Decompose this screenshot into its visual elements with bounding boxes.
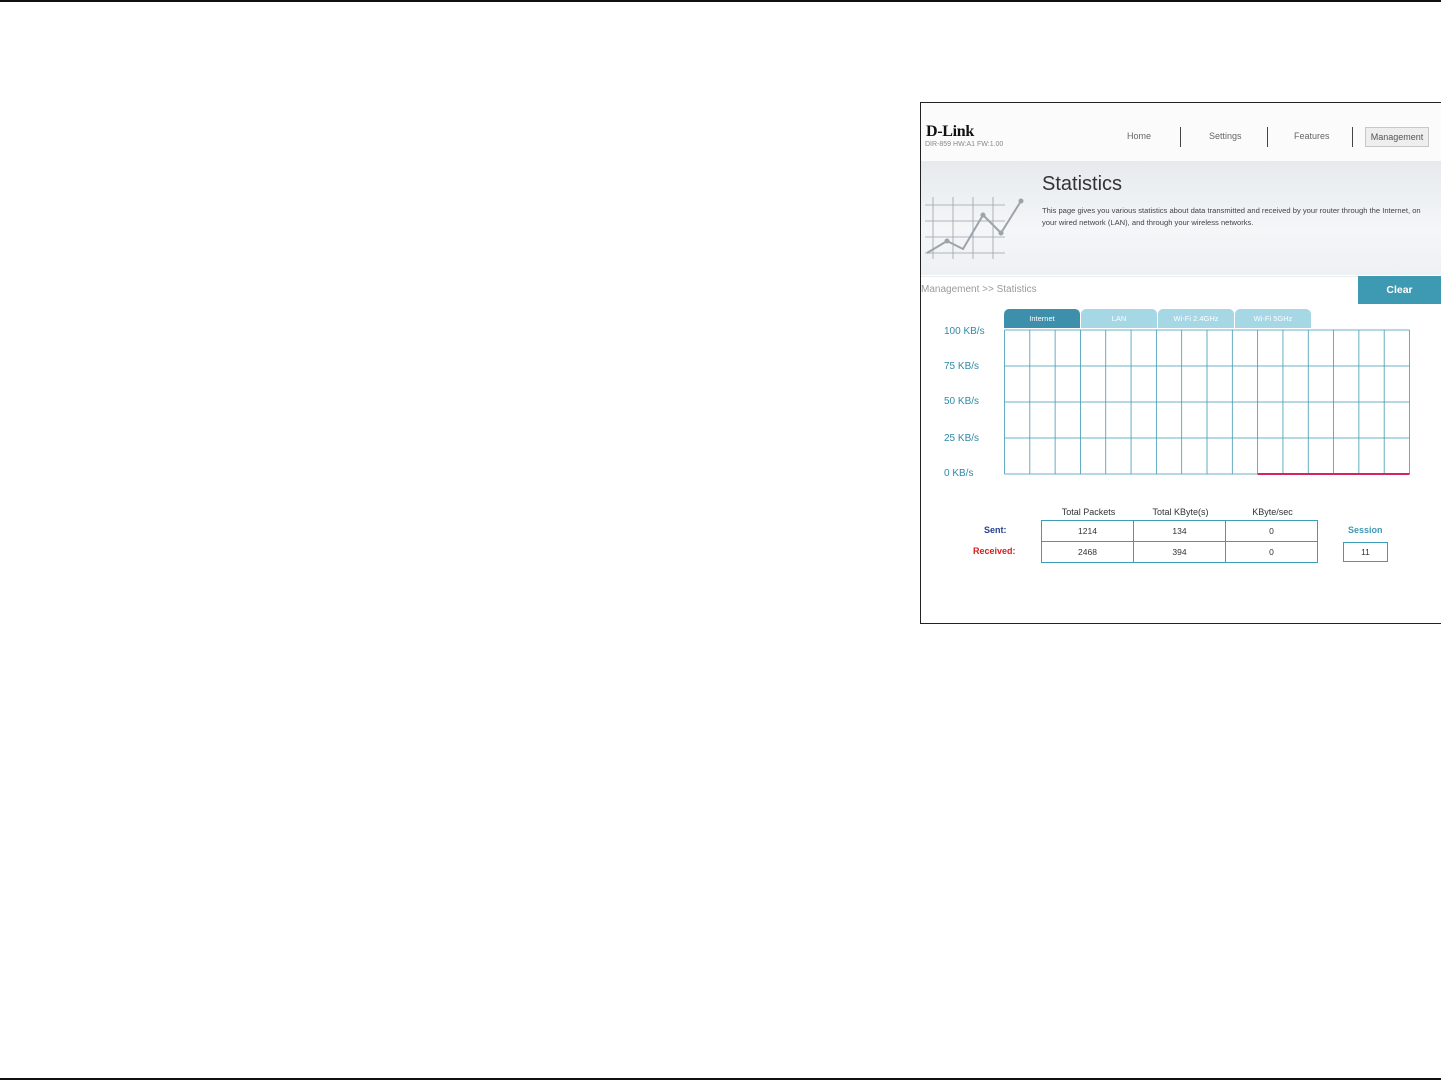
page-top-rule <box>0 0 1441 2</box>
session-count: 11 <box>1343 542 1388 562</box>
received-total-kbytes: 394 <box>1134 542 1226 563</box>
page-bottom-rule <box>0 1078 1441 1080</box>
header-kbyte-sec: KByte/sec <box>1252 507 1293 517</box>
nav-management[interactable]: Management <box>1365 127 1429 147</box>
statistics-graph-icon <box>925 193 1029 259</box>
y-tick-label: 25 KB/s <box>944 433 980 444</box>
sent-total-kbytes: 134 <box>1134 521 1226 542</box>
nav-features[interactable]: Features <box>1294 131 1330 141</box>
page-description: This page gives you various statistics about data transmitted and received by your router through the Internet, on your wired network (LAN), and through your wireless networks. <box>1042 206 1421 227</box>
received-total-packets: 2468 <box>1042 542 1134 563</box>
traffic-chart <box>1004 328 1410 476</box>
y-tick-label: 100 KB/s <box>944 326 985 337</box>
nav-home[interactable]: Home <box>1127 131 1152 141</box>
nav-divider <box>1352 127 1353 147</box>
model-info: DIR-859 HW:A1 FW:1.00 <box>925 141 1004 148</box>
header-total-kbytes: Total KByte(s) <box>1152 507 1209 517</box>
sent-total-packets: 1214 <box>1042 521 1134 542</box>
y-tick-label: 75 KB/s <box>944 361 980 372</box>
tab-lan[interactable]: LAN <box>1081 309 1157 328</box>
y-tick-label: 0 KB/s <box>944 468 974 479</box>
table-row <box>1042 521 1318 542</box>
sent-kbyte-sec: 0 <box>1226 521 1318 542</box>
tab-wifi-24ghz[interactable]: Wi-Fi 2.4GHz <box>1158 309 1234 328</box>
tab-internet[interactable]: Internet <box>1004 309 1080 328</box>
nav-settings[interactable]: Settings <box>1209 131 1242 141</box>
session-label: Session <box>1348 525 1383 535</box>
router-statistics-window <box>920 102 1441 624</box>
received-label: Received: <box>973 546 1016 556</box>
received-kbyte-sec: 0 <box>1226 542 1318 563</box>
clear-button[interactable]: Clear <box>1358 276 1441 304</box>
page-title: Statistics <box>1042 173 1123 195</box>
dlink-logo: D-Link <box>926 123 974 140</box>
sent-label: Sent: <box>984 525 1007 535</box>
tab-wifi-5ghz[interactable]: Wi-Fi 5GHz <box>1235 309 1311 328</box>
y-tick-label: 50 KB/s <box>944 396 980 407</box>
page-banner <box>921 161 1441 275</box>
breadcrumb: Management >> Statistics <box>921 284 1037 295</box>
header-total-packets: Total Packets <box>1061 507 1116 517</box>
table-row <box>1042 542 1318 563</box>
nav-divider <box>1180 127 1181 147</box>
nav-divider <box>1267 127 1268 147</box>
statistics-table <box>1041 520 1318 563</box>
header-bar <box>921 103 1441 161</box>
